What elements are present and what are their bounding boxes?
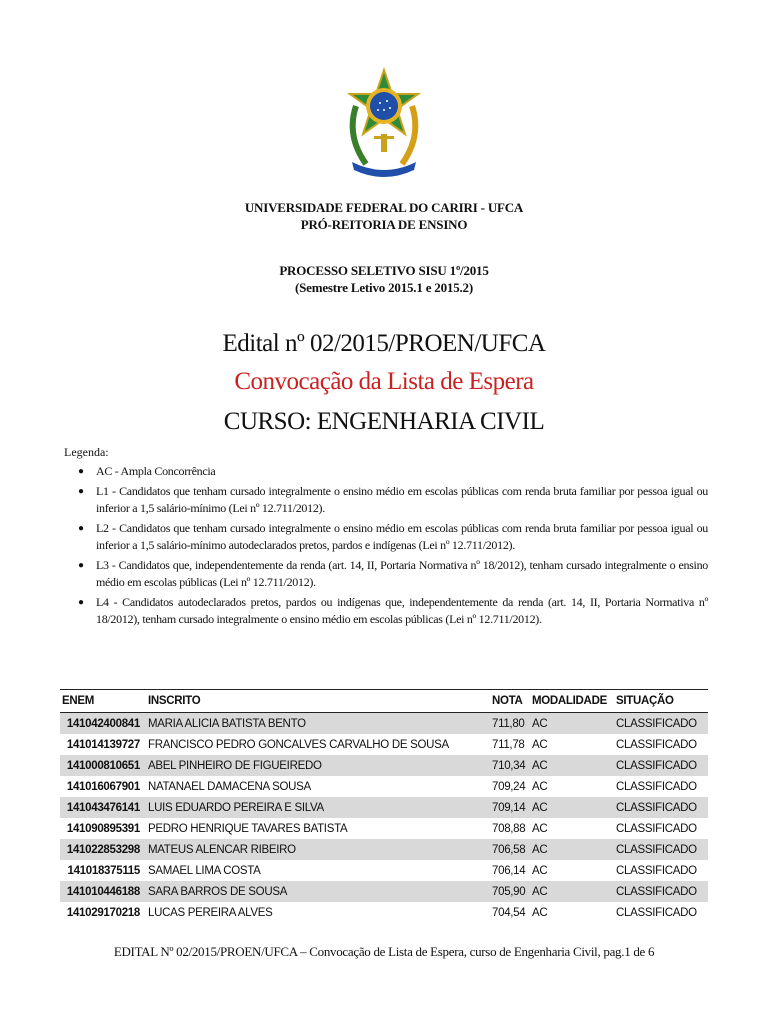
table-row xyxy=(60,776,708,797)
cell-inscrito: SAMAEL LIMA COSTA xyxy=(148,864,261,877)
cell-inscrito: PEDRO HENRIQUE TAVARES BATISTA xyxy=(148,822,348,835)
results-table xyxy=(60,689,708,923)
legend-item-l3: ● L3 - Candidatos que, independentemente da renda (art. 14, II, Portaria Normativa nº 18/2012), tenham cursado integralmente o ensino médio em escolas públicas (Lei nº 12.711/2012). xyxy=(78,558,708,589)
process-title: PROCESSO SELETIVO SISU 1º/2015 xyxy=(279,263,489,278)
cell-enem: 141043476141 xyxy=(60,797,146,818)
col-header-modalidade: MODALIDADE xyxy=(530,690,614,713)
cell-nota: 708,88 xyxy=(492,822,526,835)
cell-situacao: CLASSIFICADO xyxy=(616,822,697,835)
cell-enem: 141090895391 xyxy=(66,822,140,835)
cell-inscrito: MATEUS ALENCAR RIBEIRO xyxy=(146,839,490,860)
cell-modalidade: AC xyxy=(532,822,548,835)
cell-situacao: CLASSIFICADO xyxy=(614,881,708,902)
cell-inscrito: LUCAS PEREIRA ALVES xyxy=(148,906,273,919)
cell-enem: 141000810651 xyxy=(60,755,146,776)
cell-enem: 141018375115 xyxy=(67,864,140,877)
cell-nota: 706,58 xyxy=(490,839,530,860)
table-row xyxy=(60,797,708,818)
cell-modalidade: AC xyxy=(530,797,614,818)
cell-nota: 709,24 xyxy=(492,780,526,793)
cell-nota: 710,34 xyxy=(490,755,530,776)
cell-situacao: CLASSIFICADO xyxy=(616,906,697,919)
col-header-inscrito: INSCRITO xyxy=(146,690,490,713)
cell-nota: 711,78 xyxy=(492,738,525,751)
cell-situacao: CLASSIFICADO xyxy=(614,839,708,860)
cell-modalidade: AC xyxy=(530,881,614,902)
cell-situacao: CLASSIFICADO xyxy=(614,755,708,776)
cell-enem: 141022853298 xyxy=(60,839,146,860)
legend-list xyxy=(64,463,708,628)
cell-modalidade: AC xyxy=(532,906,548,919)
cell-nota: 709,14 xyxy=(490,797,530,818)
cell-inscrito: FRANCISCO PEDRO GONCALVES CARVALHO DE SOUSA xyxy=(148,738,449,751)
brazil-coat-of-arms-icon xyxy=(344,66,424,178)
cell-situacao: CLASSIFICADO xyxy=(614,713,708,735)
cell-inscrito: LUIS EDUARDO PEREIRA E SILVA xyxy=(146,797,490,818)
cell-modalidade: AC xyxy=(530,755,614,776)
table-row xyxy=(60,839,708,860)
legend-item-ac: ● AC - Ampla Concorrência xyxy=(78,464,216,478)
institution-name: UNIVERSIDADE FEDERAL DO CARIRI - UFCA xyxy=(244,200,524,215)
table-row xyxy=(60,818,708,839)
table-row xyxy=(60,860,708,881)
table-row xyxy=(60,881,708,902)
cell-inscrito: NATANAEL DAMACENA SOUSA xyxy=(148,780,311,793)
convocation-subtitle: Convocação da Lista de Espera xyxy=(234,368,534,395)
legend-item-l1: ● L1 - Candidatos que tenham cursado integralmente o ensino médio em escolas públicas com renda bruta familiar por pessoa igual ou inferior a 1,5 salário-mínimo (Lei nº 12.711/2012). xyxy=(78,484,708,515)
cell-enem: 141010446188 xyxy=(60,881,146,902)
cell-modalidade: AC xyxy=(530,713,614,735)
cell-modalidade: AC xyxy=(530,839,614,860)
table-header-row xyxy=(60,690,708,713)
department-name: PRÓ-REITORIA DE ENSINO xyxy=(300,217,468,232)
col-header-nota: NOTA xyxy=(490,690,530,713)
cell-situacao: CLASSIFICADO xyxy=(616,864,697,877)
col-header-enem: ENEM xyxy=(60,690,146,713)
page-footer: EDITAL Nº 02/2015/PROEN/UFCA – Convocação de Lista de Espera, curso de Engenharia Civil, pag.1 de 6 xyxy=(113,944,655,959)
cell-situacao: CLASSIFICADO xyxy=(616,780,697,793)
cell-inscrito: MARIA ALICIA BATISTA BENTO xyxy=(146,713,490,735)
process-semester: (Semestre Letivo 2015.1 e 2015.2) xyxy=(294,280,473,295)
bullet-icon: ● xyxy=(78,597,84,608)
bullet-icon: ● xyxy=(78,486,84,497)
legend-item-l2: ● L2 - Candidatos que tenham cursado integralmente o ensino médio em escolas públicas com renda bruta familiar por pessoa igual ou inferior a 1,5 salário-mínimo autodeclarados pretos, pardos e indígenas (Lei nº 12.711/2012). xyxy=(78,521,708,552)
table-row xyxy=(60,713,708,735)
cell-enem: 141014139727 xyxy=(66,738,140,751)
process-header xyxy=(0,262,768,296)
cell-situacao: CLASSIFICADO xyxy=(616,738,697,751)
cell-modalidade: AC xyxy=(532,780,548,793)
cell-nota: 706,14 xyxy=(492,864,526,877)
bullet-icon: ● xyxy=(78,560,84,571)
table-row xyxy=(60,902,708,923)
table-row xyxy=(60,755,708,776)
cell-inscrito: ABEL PINHEIRO DE FIGUEIREDO xyxy=(146,755,490,776)
cell-enem: 141029170218 xyxy=(66,906,140,919)
cell-modalidade: AC xyxy=(532,738,548,751)
cell-nota: 711,80 xyxy=(490,713,530,735)
cell-modalidade: AC xyxy=(532,864,548,877)
bullet-icon: ● xyxy=(78,523,84,534)
legend-title: Legenda: xyxy=(64,445,109,459)
legend-item-l4: ● L4 - Candidatos autodeclarados pretos, pardos ou indígenas que, independentemente da renda (art. 14, II, Portaria Normativa nº 18/2012), tenham cursado integralmente o ensino médio em escolas públicas (Lei nº 12.711/2012). xyxy=(78,595,708,626)
cell-situacao: CLASSIFICADO xyxy=(614,797,708,818)
bullet-icon: ● xyxy=(78,466,84,477)
cell-nota: 705,90 xyxy=(490,881,530,902)
cell-inscrito: SARA BARROS DE SOUSA xyxy=(146,881,490,902)
cell-enem: 141016067901 xyxy=(66,780,140,793)
col-header-situacao: SITUAÇÃO xyxy=(614,690,708,713)
cell-nota: 704,54 xyxy=(492,906,526,919)
institution-header xyxy=(0,199,768,233)
edital-title: Edital nº 02/2015/PROEN/UFCA xyxy=(222,330,546,357)
legend xyxy=(64,444,708,631)
course-title: CURSO: ENGENHARIA CIVIL xyxy=(223,408,545,435)
cell-enem: 141042400841 xyxy=(60,713,146,735)
table-row xyxy=(60,734,708,755)
